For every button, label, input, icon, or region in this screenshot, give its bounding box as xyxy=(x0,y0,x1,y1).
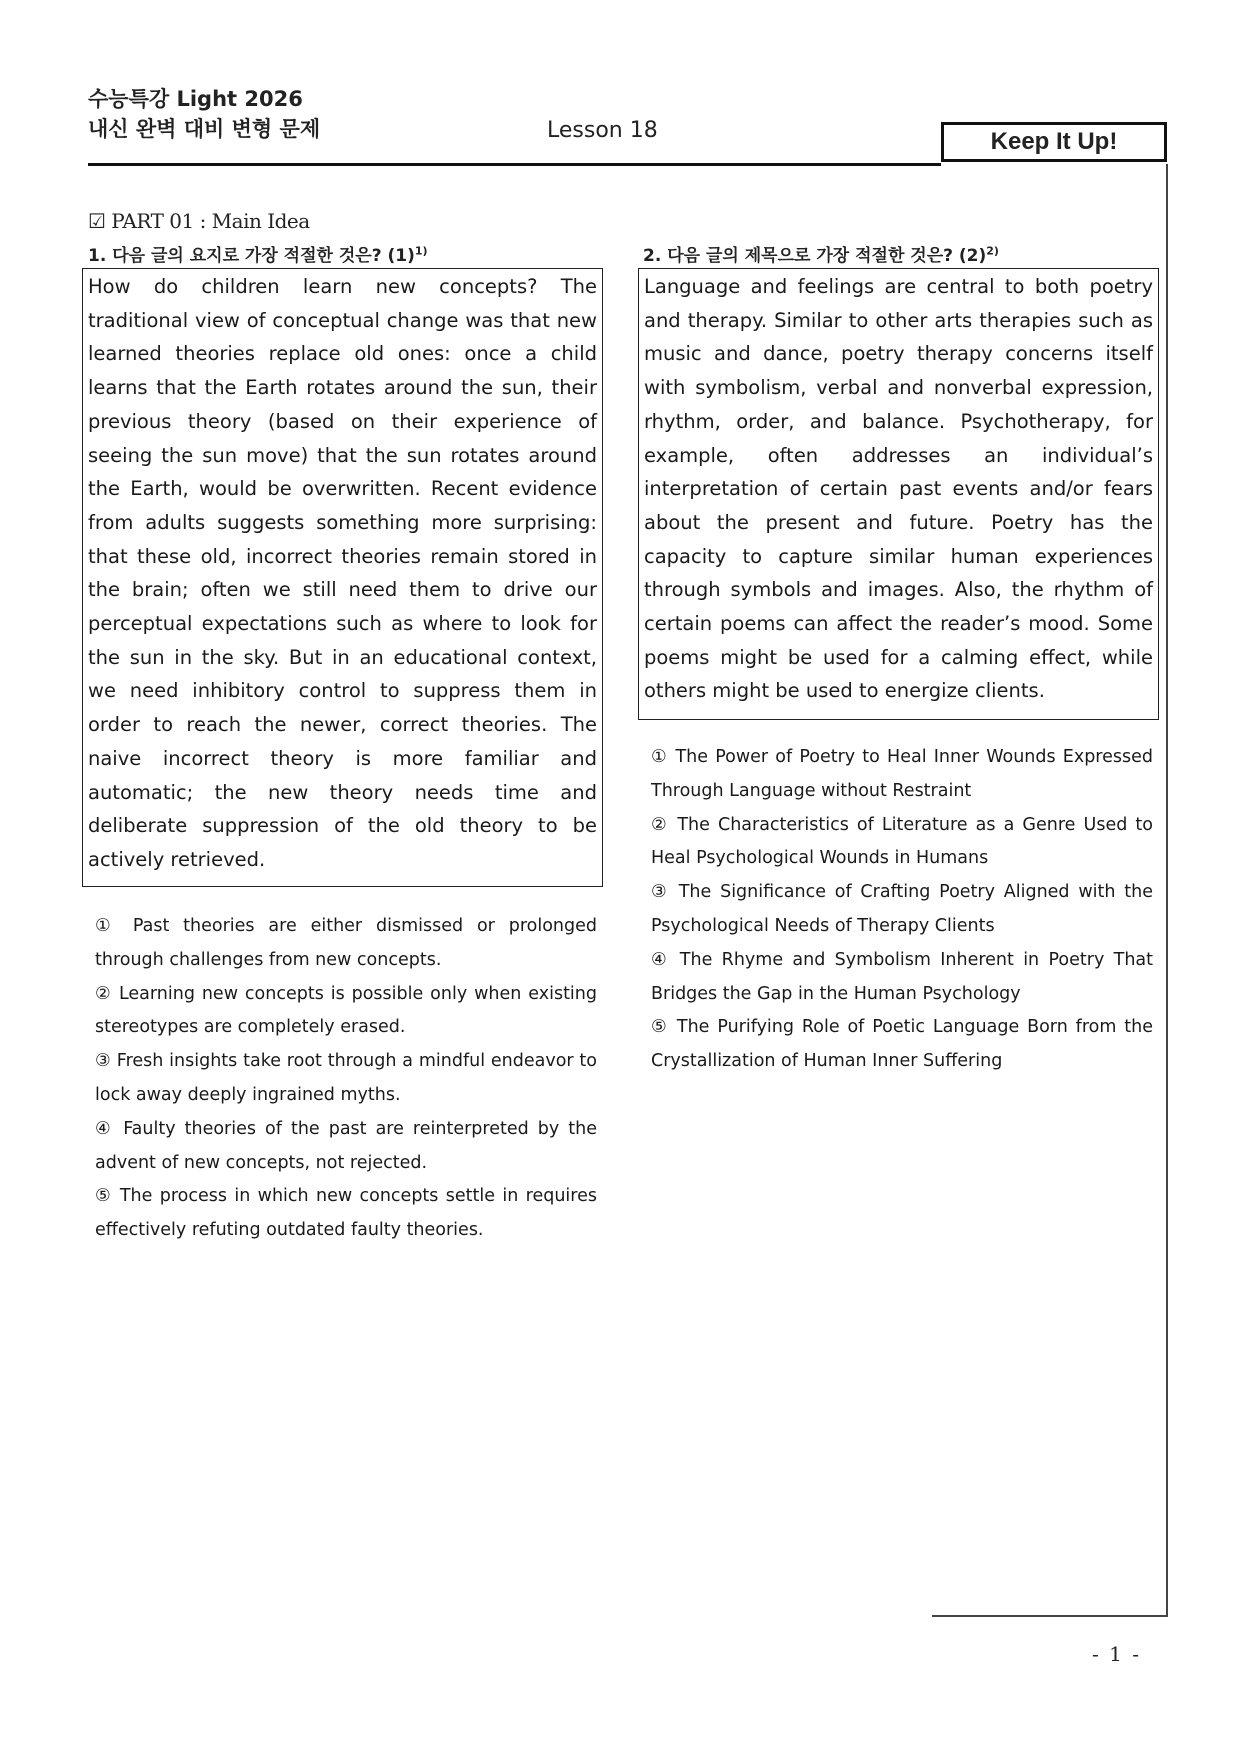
keep-it-up-badge xyxy=(941,122,1167,162)
question-1-title xyxy=(88,241,428,266)
book-title: 수능특강 Light 2026 xyxy=(88,87,303,111)
question-2-choice-3[interactable]: ③ The Significance of Crafting Poetry Aligned with the Psychological Needs of Therapy Clients xyxy=(651,882,1153,936)
checkbox-icon: ☑ xyxy=(88,209,106,233)
question-1-choice-1[interactable]: ① Past theories are either dismissed or prolonged through challenges from new concepts. xyxy=(95,916,597,970)
question-1-choice-2[interactable]: ② Learning new concepts is possible only when existing stereotypes are completely erased. xyxy=(95,983,597,1038)
question-1-passage: How do children learn new concepts? The traditional view of conceptual change was that new learned theories replace old ones: once a child learns that the Earth rotates around the sun, their previous theory (based on their experience of seeing the sun move) that the sun rotates around the Earth, would be overwritten. Recent evidence from adults suggests something more surprising: that these old, incorrect theories remain stored in the brain; often we still need them to drive our perceptual expectations such as where to look for the sun in the sky. But in an educational context, we need inhibitory control to suppress them in order to reach the newer, correct theories. The naive incorrect theory is more familiar and automatic; the new theory needs time and deliberate suppression of the old theory to be actively retrieved. xyxy=(82,268,603,887)
question-1-choice-5[interactable]: ⑤ The process in which new concepts settle in requires effectively refuting outdated faulty theories. xyxy=(95,1186,597,1241)
question-1-footnote: 1) xyxy=(414,244,428,258)
header-rule xyxy=(88,163,941,166)
question-2-footnote: 2) xyxy=(986,244,999,258)
question-1-choice-4[interactable]: ④ Faulty theories of the past are reinterpreted by the advent of new concepts, not rejected. xyxy=(95,1118,597,1173)
part-title-text: PART 01 : Main Idea xyxy=(111,209,310,233)
question-2-title xyxy=(643,241,999,266)
question-1-choice-3[interactable]: ③ Fresh insights take root through a mindful endeavor to lock away deeply ingrained myths. xyxy=(95,1051,597,1105)
document-header xyxy=(88,84,320,144)
question-2-choice-1[interactable]: ① The Power of Poetry to Heal Inner Wounds Expressed Through Language without Restraint xyxy=(651,747,1153,801)
question-2-choice-5[interactable]: ⑤ The Purifying Role of Poetic Language Born from the Crystallization of Human Inner Suffering xyxy=(651,1017,1153,1072)
bottom-rule xyxy=(932,1615,1168,1617)
question-2-choice-4[interactable]: ④ The Rhyme and Symbolism Inherent in Poetry That Bridges the Gap in the Human Psychology xyxy=(651,949,1153,1004)
page-number: - 1 - xyxy=(1092,1642,1141,1666)
question-1-choices xyxy=(95,910,597,1248)
question-2-passage: Language and feelings are central to both poetry and therapy. Similar to other arts therapies such as music and dance, poetry therapy concerns itself with symbolism, verbal and nonverbal expression, rhythm, order, and balance. Psychotherapy, for example, often addresses an individual’s interpretation of certain past events and/or fears about the present and future. Poetry has the capacity to capture similar human experiences through symbols and images. Also, the rhythm of certain poems can affect the reader’s mood. Some poems might be used for a calming effect, while others might be used to energize clients. xyxy=(638,268,1159,720)
question-2-choice-2[interactable]: ② The Characteristics of Literature as a Genre Used to Heal Psychological Wounds in Humans xyxy=(651,814,1153,869)
question-2-choices xyxy=(651,741,1153,1079)
question-1-prompt: 1. 다음 글의 요지로 가장 적절한 것은? (1) xyxy=(88,246,415,266)
right-border-rule xyxy=(1166,164,1168,1617)
part-heading xyxy=(88,209,310,233)
badge-text: Keep It Up! xyxy=(990,128,1118,155)
question-2-prompt: 2. 다음 글의 제목으로 가장 적절한 것은? (2) xyxy=(643,246,987,266)
worksheet-subtitle: 내신 완벽 대비 변형 문제 xyxy=(88,117,321,141)
lesson-label: Lesson 18 xyxy=(547,118,658,143)
